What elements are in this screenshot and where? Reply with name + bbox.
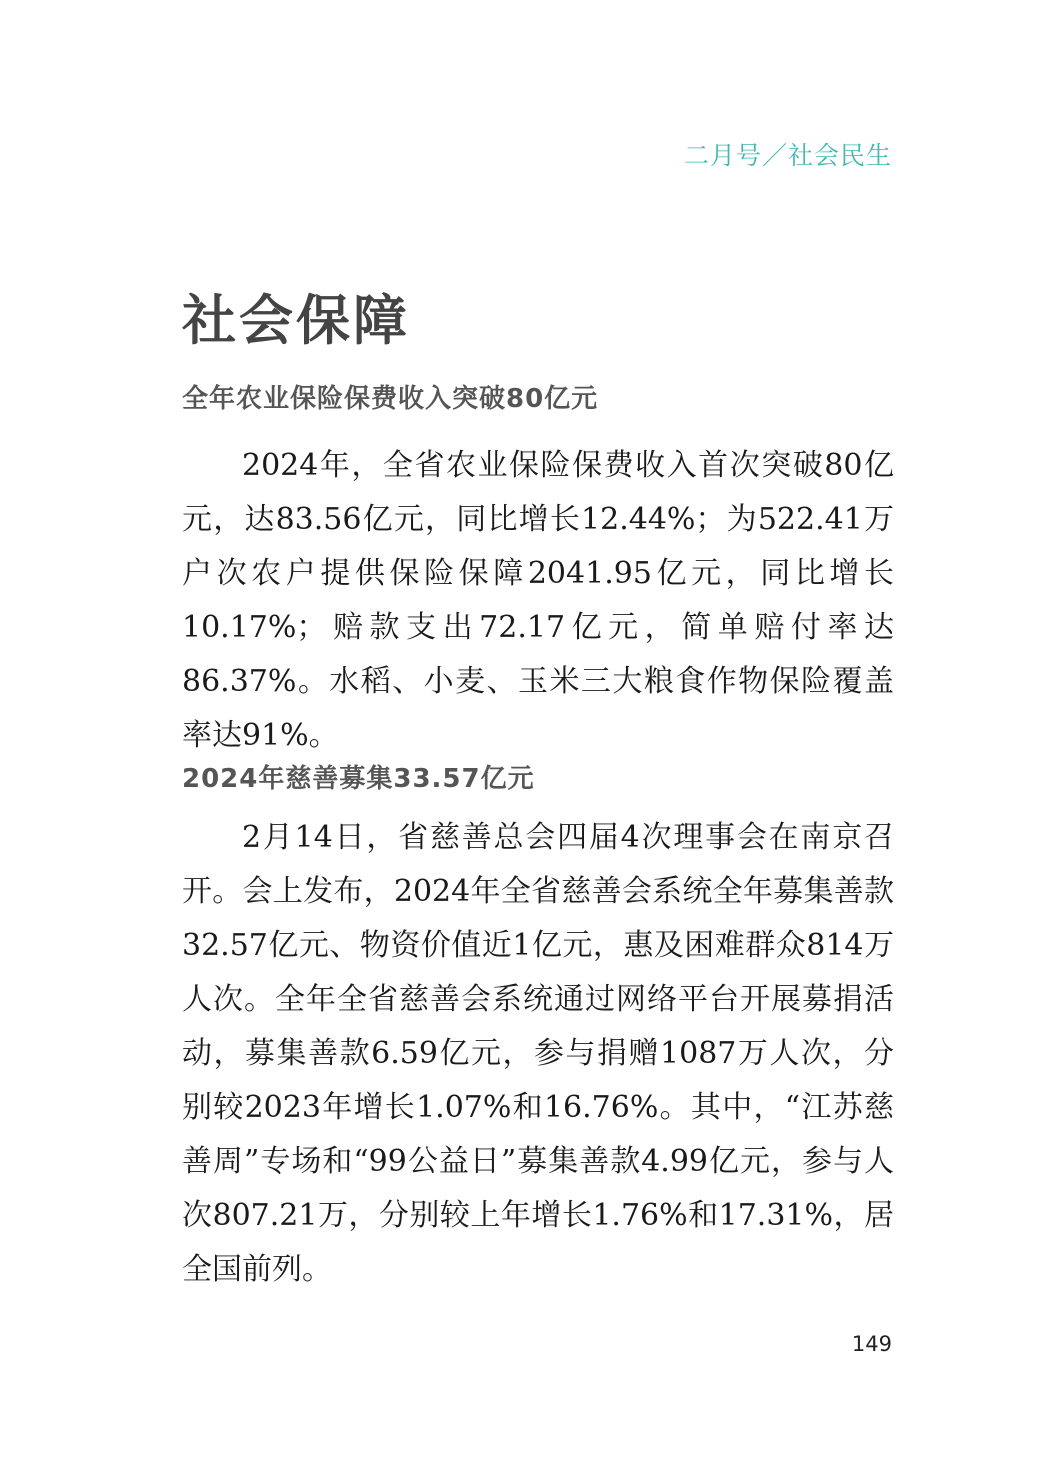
section-heading-charity-fundraising: 2024年慈善募集33.57亿元: [182, 764, 535, 794]
paragraph-agricultural-insurance: 2024年，全省农业保险保费收入首次突破80亿元，达83.56亿元，同比增长12.44%；为522.41万户次农户提供保险保障2041.95亿元，同比增长10.17%；赔款支出72.17亿元，简单赔付率达86.37%。水稻、小麦、玉米三大粮食作物保险覆盖率达91%。: [182, 448, 894, 753]
section-heading-agricultural-insurance: 全年农业保险保费收入突破80亿元: [182, 384, 599, 414]
page-title: 社会保障: [182, 289, 410, 352]
running-header: 二月号／社会民生: [683, 141, 892, 170]
page-number: 149: [851, 1332, 892, 1356]
paragraph-charity-fundraising: 2月14日，省慈善总会四届4次理事会在南京召开。会上发布，2024年全省慈善会系统全年募集善款32.57亿元、物资价值近1亿元，惠及困难群众814万人次。全年全省慈善会系统通过网络平台开展募捐活动，募集善款6.59亿元，参与捐赠1087万人次，分别较2023年增长1.07%和16.76%。其中，“江苏慈善周”专场和“99公益日”募集善款4.99亿元，参与人次807.21万，分别较上年增长1.76%和17.31%，居全国前列。: [182, 820, 894, 1287]
